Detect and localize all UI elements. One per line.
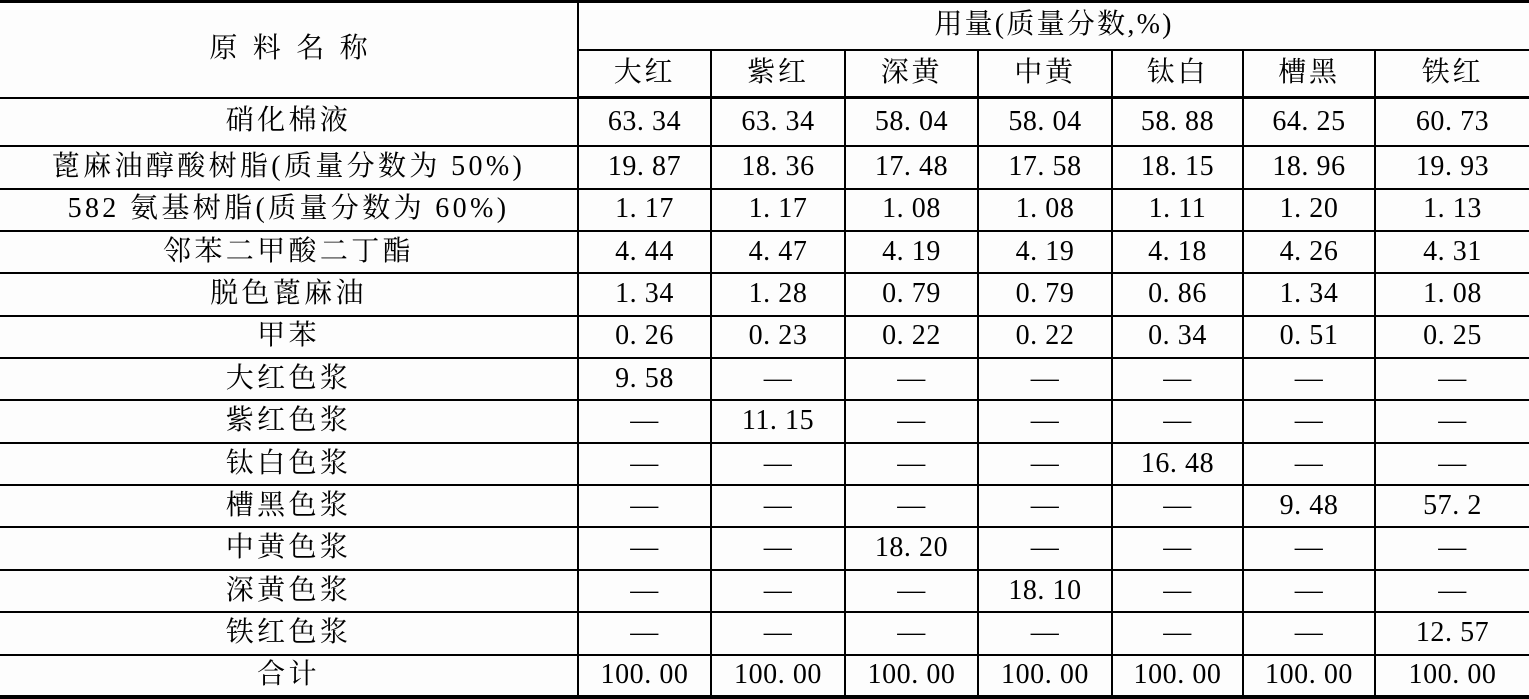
value-cell: —	[711, 485, 845, 527]
value-cell: —	[1243, 527, 1375, 569]
value-cell: —	[1375, 400, 1529, 442]
value-cell: 0. 22	[978, 316, 1112, 358]
value-cell: —	[711, 527, 845, 569]
value-cell: 63. 34	[711, 98, 845, 147]
value-cell: —	[711, 443, 845, 485]
table-row	[0, 400, 1529, 442]
material-name-cell: 铁红色浆	[0, 612, 578, 654]
value-cell: 0. 23	[711, 316, 845, 358]
value-cell: —	[978, 485, 1112, 527]
value-cell: —	[845, 570, 978, 612]
value-cell: —	[711, 358, 845, 400]
value-cell: —	[578, 612, 711, 654]
header-row-usage	[0, 2, 1529, 50]
value-cell: —	[1375, 443, 1529, 485]
value-cell: 4. 47	[711, 231, 845, 273]
value-cell: —	[1243, 358, 1375, 400]
table-row	[0, 231, 1529, 273]
value-cell: 1. 20	[1243, 189, 1375, 231]
table-row	[0, 485, 1529, 527]
value-cell: 17. 58	[978, 146, 1112, 188]
value-cell: 9. 58	[578, 358, 711, 400]
value-cell: 60. 73	[1375, 98, 1529, 147]
material-name-cell: 槽黑色浆	[0, 485, 578, 527]
value-cell: —	[978, 527, 1112, 569]
value-cell: 4. 19	[978, 231, 1112, 273]
value-cell: —	[1112, 570, 1243, 612]
value-cell: 18. 20	[845, 527, 978, 569]
material-name-cell: 582 氨基树脂(质量分数为 60%)	[0, 189, 578, 231]
table-row	[0, 316, 1529, 358]
value-cell: —	[578, 443, 711, 485]
value-cell: 1. 28	[711, 273, 845, 315]
value-cell: 4. 26	[1243, 231, 1375, 273]
value-cell: 1. 17	[711, 189, 845, 231]
material-name-cell: 硝化棉液	[0, 98, 578, 147]
value-cell: —	[711, 612, 845, 654]
value-cell: —	[1112, 400, 1243, 442]
value-cell: 0. 26	[578, 316, 711, 358]
value-cell: 100. 00	[978, 655, 1112, 697]
value-cell: 58. 04	[845, 98, 978, 147]
value-cell: —	[845, 612, 978, 654]
value-cell: —	[1112, 612, 1243, 654]
value-cell: 1. 08	[978, 189, 1112, 231]
table-row	[0, 358, 1529, 400]
value-cell: —	[1112, 527, 1243, 569]
column-header-dahong: 大红	[578, 50, 711, 98]
value-cell: 58. 88	[1112, 98, 1243, 147]
table-row	[0, 527, 1529, 569]
value-cell: —	[978, 400, 1112, 442]
value-cell: —	[1375, 527, 1529, 569]
table-row	[0, 273, 1529, 315]
value-cell: —	[845, 485, 978, 527]
value-cell: 1. 13	[1375, 189, 1529, 231]
value-cell: 4. 18	[1112, 231, 1243, 273]
value-cell: —	[578, 485, 711, 527]
value-cell: 16. 48	[1112, 443, 1243, 485]
table-row	[0, 443, 1529, 485]
value-cell: 17. 48	[845, 146, 978, 188]
value-cell: —	[845, 358, 978, 400]
value-cell: —	[1243, 443, 1375, 485]
material-name-cell: 邻苯二甲酸二丁酯	[0, 231, 578, 273]
table-header	[0, 2, 1529, 98]
material-name-cell: 大红色浆	[0, 358, 578, 400]
material-name-cell: 深黄色浆	[0, 570, 578, 612]
value-cell: —	[978, 443, 1112, 485]
value-cell: 100. 00	[1112, 655, 1243, 697]
value-cell: 1. 34	[578, 273, 711, 315]
value-cell: 0. 86	[1112, 273, 1243, 315]
value-cell: —	[1243, 570, 1375, 612]
material-name-cell: 蓖麻油醇酸树脂(质量分数为 50%)	[0, 146, 578, 188]
value-cell: —	[578, 527, 711, 569]
material-name-cell: 脱色蓖麻油	[0, 273, 578, 315]
value-cell: 9. 48	[1243, 485, 1375, 527]
value-cell: 1. 17	[578, 189, 711, 231]
table-row	[0, 612, 1529, 654]
value-cell: —	[578, 400, 711, 442]
value-cell: —	[1112, 358, 1243, 400]
value-cell: 18. 10	[978, 570, 1112, 612]
value-cell: 4. 19	[845, 231, 978, 273]
value-cell: 4. 31	[1375, 231, 1529, 273]
value-cell: —	[845, 443, 978, 485]
table-row	[0, 146, 1529, 188]
column-header-tiehong: 铁红	[1375, 50, 1529, 98]
value-cell: 12. 57	[1375, 612, 1529, 654]
value-cell: —	[578, 570, 711, 612]
value-cell: 100. 00	[845, 655, 978, 697]
material-name-cell: 紫红色浆	[0, 400, 578, 442]
value-cell: 11. 15	[711, 400, 845, 442]
column-header-shenhuang: 深黄	[845, 50, 978, 98]
value-cell: 0. 25	[1375, 316, 1529, 358]
value-cell: 18. 36	[711, 146, 845, 188]
value-cell: 19. 87	[578, 146, 711, 188]
value-cell: 4. 44	[578, 231, 711, 273]
value-cell: —	[1375, 358, 1529, 400]
table-row	[0, 98, 1529, 147]
column-header-taibai: 钛白	[1112, 50, 1243, 98]
usage-header-cell: 用量(质量分数,%)	[578, 2, 1529, 50]
value-cell: 100. 00	[1375, 655, 1529, 697]
value-cell: 100. 00	[1243, 655, 1375, 697]
value-cell: 1. 08	[845, 189, 978, 231]
value-cell: 100. 00	[578, 655, 711, 697]
corner-header-cell: 原料名称	[0, 2, 578, 98]
value-cell: 1. 11	[1112, 189, 1243, 231]
value-cell: —	[1112, 485, 1243, 527]
value-cell: —	[1375, 570, 1529, 612]
column-header-zhonghuang: 中黄	[978, 50, 1112, 98]
value-cell: 64. 25	[1243, 98, 1375, 147]
column-header-zihong: 紫红	[711, 50, 845, 98]
material-name-cell: 中黄色浆	[0, 527, 578, 569]
material-name-cell: 合计	[0, 655, 578, 697]
value-cell: —	[978, 358, 1112, 400]
value-cell: —	[711, 570, 845, 612]
material-name-cell: 甲苯	[0, 316, 578, 358]
value-cell: 100. 00	[711, 655, 845, 697]
value-cell: —	[845, 400, 978, 442]
value-cell: —	[1243, 612, 1375, 654]
value-cell: —	[1243, 400, 1375, 442]
column-header-caohei: 槽黑	[1243, 50, 1375, 98]
table-row	[0, 570, 1529, 612]
value-cell: —	[978, 612, 1112, 654]
value-cell: 63. 34	[578, 98, 711, 147]
value-cell: 0. 79	[845, 273, 978, 315]
value-cell: 57. 2	[1375, 485, 1529, 527]
value-cell: 18. 96	[1243, 146, 1375, 188]
table-row	[0, 189, 1529, 231]
value-cell: 0. 51	[1243, 316, 1375, 358]
material-name-cell: 钛白色浆	[0, 443, 578, 485]
value-cell: 0. 34	[1112, 316, 1243, 358]
value-cell: 0. 79	[978, 273, 1112, 315]
table-row	[0, 655, 1529, 697]
value-cell: 1. 08	[1375, 273, 1529, 315]
value-cell: 58. 04	[978, 98, 1112, 147]
value-cell: 1. 34	[1243, 273, 1375, 315]
value-cell: 19. 93	[1375, 146, 1529, 188]
value-cell: 18. 15	[1112, 146, 1243, 188]
table-body	[0, 98, 1529, 698]
value-cell: 0. 22	[845, 316, 978, 358]
